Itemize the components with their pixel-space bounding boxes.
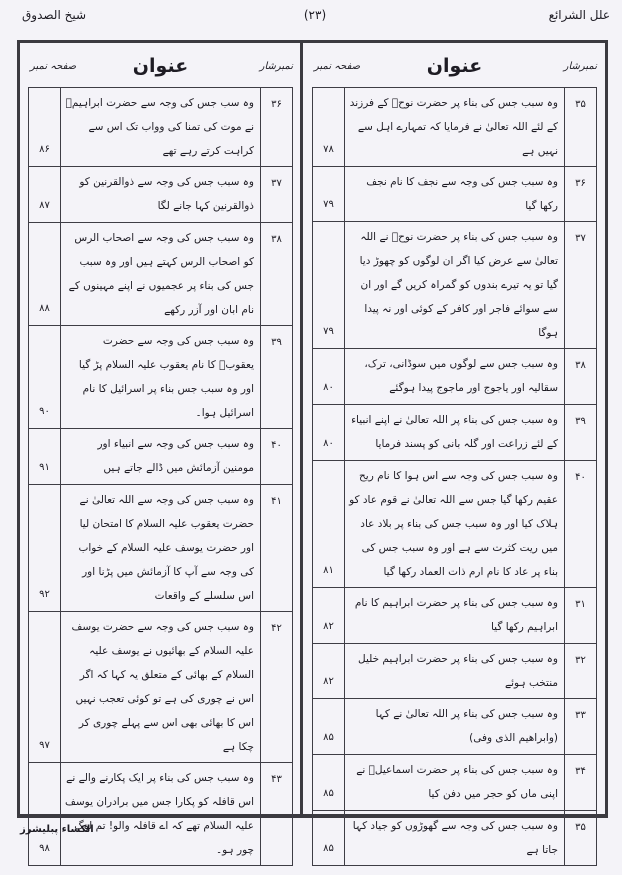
page-number-cell: ۷۸ (313, 88, 345, 167)
table-row (313, 461, 597, 588)
table-row (29, 763, 293, 866)
title-cell: وہ سبب جس کی بناء پر اللہ تعالیٰ نے کہا (وابراھیم الذی وفی) (345, 699, 565, 755)
table-row (29, 88, 293, 167)
page-number-cell: ۸۸ (29, 223, 61, 326)
right-column-header (312, 43, 597, 87)
page-number-cell: ۹۸ (29, 763, 61, 866)
page-number-cell: ۹۱ (29, 429, 61, 485)
serial-number-cell: ۳۷ (261, 167, 293, 223)
page-header-label: صفحہ نمبر (314, 61, 361, 72)
title-cell: وہ سب جس کی وجہ سے حضرت ابراہیمؑ نے موت کی تمنا کی وواب تک اس سے کراہت کرتے رہے تھے (61, 88, 261, 167)
serial-number-cell: ۳۱ (565, 588, 597, 644)
title-cell: وہ سبب جس کی وجہ سے نجف کا نام نجف رکھا گیا (345, 167, 565, 222)
title-cell: وہ سبب جس کی بناء پر ایک پکارنے والے نے اس قافلہ کو پکارا جس میں برادران یوسف علیہ السلام تھے کہ اے قافلہ والو! تم لوگ چور ہو۔ (61, 763, 261, 866)
title-cell: وہ سبب جس کی بناء پر حضرت ابراہیم خلیل منتخب ہوئے (345, 644, 565, 699)
serial-number-cell: ۴۲ (261, 612, 293, 763)
serial-number-cell: ۳۲ (565, 644, 597, 699)
column-divider (300, 43, 303, 814)
title-cell: وہ سبب جس کی وجہ سے اصحاب الرس کو اصحاب الرس کہتے ہیں اور وہ سبب جس کی بناء پر عجمیوں نے اپنے مہینوں کے نام ابان اور آزر رکھے (61, 223, 261, 326)
title-cell: وہ سبب جس کی بناء پر اللہ تعالیٰ نے اپنے انبیاء کے لئے زراعت اور گلہ بانی کو پسند فرمایا (345, 405, 565, 461)
page-number-cell: ۹۲ (29, 485, 61, 612)
author-name: شیخ الصدوق (22, 8, 87, 22)
serial-number-cell: ۴۰ (565, 461, 597, 588)
table-row (313, 88, 597, 167)
serial-number-cell: ۴۰ (261, 429, 293, 485)
title-cell: وہ سبب جس کی وجہ سے گھوڑوں کو جیاد کہا جاتا ہے (345, 811, 565, 866)
publisher-footer: الکساء پبلیشرز (20, 824, 94, 835)
title-cell: وہ سبب جس کی وجہ سے حضرت یعقوبؑ کا نام یعقوب علیہ السلام پڑ گیا اور وہ سبب جس بناء پر اسرائیل کا نام اسرائیل ہوا۔ (61, 326, 261, 429)
title-cell: وہ سبب جس کی وجہ سے حضرت یوسف علیہ السلام کے بھائیوں نے یوسف علیہ السلام کے بھائی کے متعلق یہ کہا کہ اگر اس نے چوری کی ہے تو کوئی تعجب نہیں اس کا بھائی بھی اس سے پہلے چوری کر چکا ہے (61, 612, 261, 763)
serial-number-cell: ۴۳ (261, 763, 293, 866)
page-number-cell: ۸۵ (313, 755, 345, 811)
table-row (313, 222, 597, 349)
right-index-table (312, 87, 597, 866)
title-header: عنوان (132, 55, 189, 77)
table-row (29, 485, 293, 612)
page-number-cell: ۸۵ (313, 699, 345, 755)
title-cell: وہ سبب جس کی وجہ سے انبیاء اور مومنین آزمائش میں ڈالے جاتے ہیں (61, 429, 261, 485)
serial-number-cell: ۳۴ (565, 755, 597, 811)
page-number-cell: ۹۰ (29, 326, 61, 429)
page-number-cell: ۸۷ (29, 167, 61, 223)
page-number-cell: ۸۲ (313, 588, 345, 644)
page-number-cell: ۷۹ (313, 167, 345, 222)
title-cell: وہ سبب جس کی وجہ سے ذوالقرنین کو ذوالقرنین کہا جانے لگا (61, 167, 261, 223)
page-number-cell: ۸۵ (313, 811, 345, 866)
serial-header: نمبرشار (563, 61, 597, 72)
title-cell: وہ سبب جس کی بناء پر حضرت اسماعیلؑ نے اپنی ماں کو حجر میں دفن کیا (345, 755, 565, 811)
serial-header: نمبرشار (259, 61, 293, 72)
right-column (312, 43, 597, 856)
table-row (313, 699, 597, 755)
serial-number-cell: ۳۶ (565, 167, 597, 222)
page-number-cell: ۸۰ (313, 349, 345, 405)
table-row (313, 588, 597, 644)
serial-number-cell: ۳۵ (565, 88, 597, 167)
page-number-cell: ۸۱ (313, 461, 345, 588)
page-number-cell: ۸۶ (29, 88, 61, 167)
table-row (313, 755, 597, 811)
serial-number-cell: ۳۹ (261, 326, 293, 429)
serial-number-cell: ۳۶ (261, 88, 293, 167)
table-row (29, 612, 293, 763)
table-row (313, 811, 597, 866)
left-column-header (28, 43, 293, 87)
title-cell: وہ سبب جس سے لوگوں میں سوڈانی، ترک، سقالیہ اور یاجوج اور ماجوج پیدا ہوگئے (345, 349, 565, 405)
table-row (29, 429, 293, 485)
table-row (313, 405, 597, 461)
page-header (20, 8, 610, 32)
table-row (313, 167, 597, 222)
serial-number-cell: ۳۷ (565, 222, 597, 349)
page-number-cell: ۸۰ (313, 405, 345, 461)
serial-number-cell: ۴۱ (261, 485, 293, 612)
serial-number-cell: ۳۸ (261, 223, 293, 326)
serial-number-cell: ۳۹ (565, 405, 597, 461)
left-index-table (28, 87, 293, 866)
serial-number-cell: ۳۳ (565, 699, 597, 755)
book-title: علل الشرائع (548, 8, 610, 22)
page-number-cell: ۷۹ (313, 222, 345, 349)
title-header: عنوان (426, 55, 483, 77)
serial-number-cell: ۳۸ (565, 349, 597, 405)
table-row (313, 644, 597, 699)
page-number-cell: ۹۷ (29, 612, 61, 763)
title-cell: وہ سبب جس کی بناء پر حضرت نوحؑ کے فرزند کے لئے اللہ تعالیٰ نے فرمایا کہ تمہارے اہل سے نہیں ہے (345, 88, 565, 167)
table-row (29, 326, 293, 429)
page-number: (۲۳) (303, 8, 327, 22)
title-cell: وہ سبب جس کی بناء پر حضرت نوحؑ نے اللہ تعالیٰ سے عرض کیا اگر ان لوگوں کو چھوڑ دیا گیا تو یہ تیرے بندوں کو گمراہ کریں گے اور ان سے سوائے فاجر اور کافر کے کوئی اور نہ پیدا ہوگا (345, 222, 565, 349)
title-cell: وہ سبب جس کی وجہ سے اللہ تعالیٰ نے حضرت یعقوب علیہ السلام کا امتحان لیا اور حضرت یوسف علیہ السلام کے خواب کی وجہ سے آپ کا آزمائش میں پڑنا اور اس سلسلے کے واقعات (61, 485, 261, 612)
table-row (313, 349, 597, 405)
page-header-label: صفحہ نمبر (30, 61, 77, 72)
table-row (29, 223, 293, 326)
serial-number-cell: ۳۵ (565, 811, 597, 866)
title-cell: وہ سبب جس کی بناء پر حضرت ابراہیم کا نام ابراہیم رکھا گیا (345, 588, 565, 644)
page-number-cell: ۸۲ (313, 644, 345, 699)
table-row (29, 167, 293, 223)
title-cell: وہ سبب جس کی وجہ سے اس ہوا کا نام ریح عقیم رکھا گیا جس سے اللہ تعالیٰ نے قوم عاد کو ہلاک کیا اور وہ سبب جس کی بناء پر بلاد عاد میں ریت کثرت سے ہے اور وہ سبب جس کی بناء پر عاد کا نام ارم ذات العماد رکھا گیا (345, 461, 565, 588)
